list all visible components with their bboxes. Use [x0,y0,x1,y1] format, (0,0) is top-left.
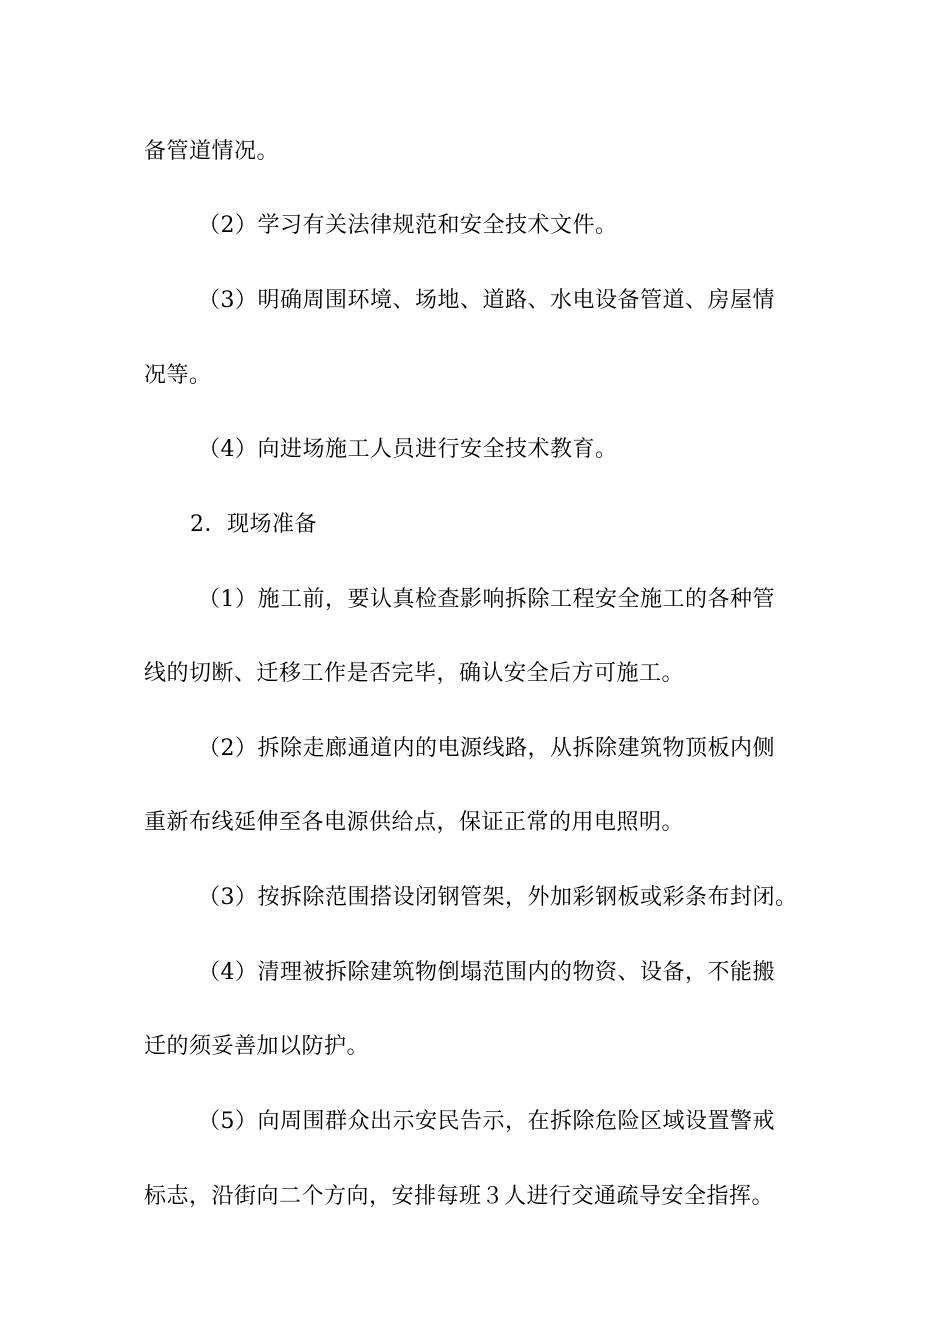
text-line: 标志，沿街向二个方向，安排每班３人进行交通疏导安全指挥。 [144,1184,775,1209]
text-line: （2）拆除走廊通道内的电源线路，从拆除建筑物顶板内侧 [198,736,775,761]
text-line: （4）清理被拆除建筑物倒塌范围内的物资、设备，不能搬 [198,960,775,985]
text-line: 况等。 [144,363,212,388]
text-line: （5）向周围群众出示安民告示，在拆除危险区域设置警戒 [198,1109,775,1134]
text-line: （3）按拆除范围搭设闭钢管架，外加彩钢板或彩条布封闭。 [198,885,798,910]
text-line: 重新布线延伸至各电源供给点，保证正常的用电照明。 [144,810,685,835]
text-line: （4）向进场施工人员进行安全技术教育。 [198,437,618,462]
section-heading: 2．现场准备 [190,512,317,537]
text-line: 线的切断、迁移工作是否完毕，确认安全后方可施工。 [144,661,685,686]
text-line: （2）学习有关法律规范和安全技术文件。 [198,213,618,238]
text-line: 备管道情况。 [144,139,280,164]
text-line: （3）明确周围环境、场地、道路、水电设备管道、房屋情 [198,288,775,313]
text-line: （1）施工前，要认真检查影响拆除工程安全施工的各种管 [198,587,775,612]
text-line: 迁的须妥善加以防护。 [144,1034,370,1059]
